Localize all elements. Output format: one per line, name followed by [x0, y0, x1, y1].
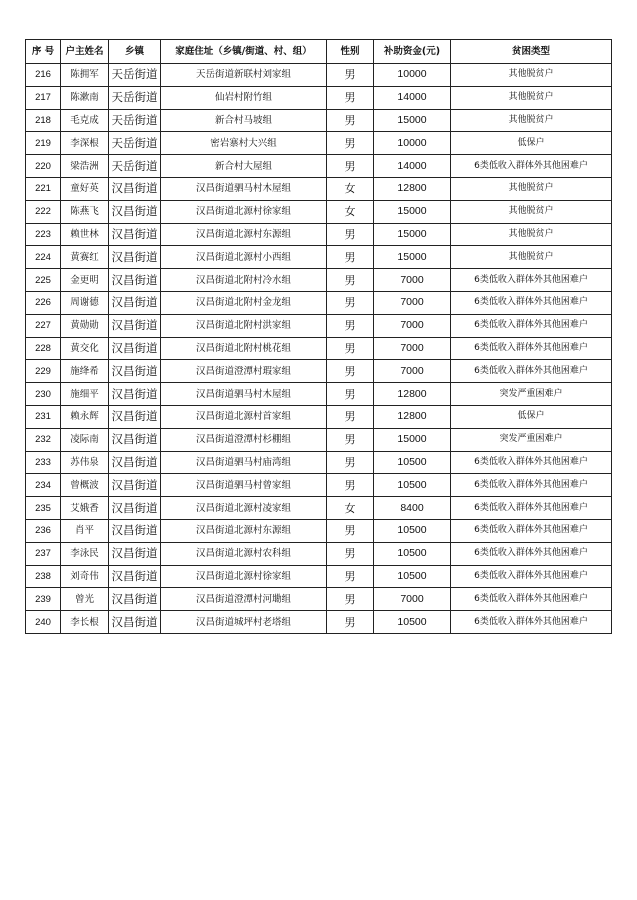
cell-town: 汉昌街道	[109, 588, 161, 611]
cell-subsidy-amount: 14000	[374, 86, 451, 109]
cell-poverty-type: 其他脱贫户	[451, 177, 612, 200]
cell-seq: 219	[26, 132, 61, 155]
header-gender: 性别	[327, 40, 374, 64]
cell-poverty-type: 6类低收入群体外其他困难户	[451, 269, 612, 292]
cell-address: 汉昌街道北源村徐家组	[161, 200, 327, 223]
cell-town: 天岳街道	[109, 155, 161, 178]
cell-subsidy-amount: 7000	[374, 360, 451, 383]
cell-householder-name: 李泳民	[61, 542, 109, 565]
cell-town: 汉昌街道	[109, 383, 161, 406]
table-row	[26, 314, 612, 337]
cell-gender: 男	[327, 588, 374, 611]
table-row	[26, 155, 612, 178]
cell-subsidy-amount: 15000	[374, 109, 451, 132]
cell-gender: 女	[327, 497, 374, 520]
cell-poverty-type: 低保户	[451, 405, 612, 428]
cell-town: 汉昌街道	[109, 451, 161, 474]
cell-gender: 男	[327, 565, 374, 588]
cell-poverty-type: 6类低收入群体外其他困难户	[451, 474, 612, 497]
cell-householder-name: 李深根	[61, 132, 109, 155]
cell-householder-name: 凌际南	[61, 428, 109, 451]
cell-subsidy-amount: 15000	[374, 246, 451, 269]
cell-gender: 男	[327, 611, 374, 634]
cell-address: 汉昌街道北源村小西组	[161, 246, 327, 269]
cell-town: 天岳街道	[109, 64, 161, 87]
cell-householder-name: 周谢德	[61, 291, 109, 314]
cell-householder-name: 刘奇伟	[61, 565, 109, 588]
cell-seq: 239	[26, 588, 61, 611]
cell-address: 仙岩村附竹组	[161, 86, 327, 109]
cell-gender: 男	[327, 405, 374, 428]
cell-town: 汉昌街道	[109, 428, 161, 451]
cell-address: 天岳街道新联村刘家组	[161, 64, 327, 87]
cell-householder-name: 黄赛红	[61, 246, 109, 269]
cell-subsidy-amount: 15000	[374, 200, 451, 223]
table-row	[26, 291, 612, 314]
cell-subsidy-amount: 7000	[374, 337, 451, 360]
cell-poverty-type: 6类低收入群体外其他困难户	[451, 497, 612, 520]
cell-gender: 男	[327, 132, 374, 155]
cell-householder-name: 陈漱南	[61, 86, 109, 109]
cell-gender: 男	[327, 223, 374, 246]
cell-seq: 226	[26, 291, 61, 314]
cell-address: 汉昌街道北附村冷水组	[161, 269, 327, 292]
cell-seq: 240	[26, 611, 61, 634]
cell-subsidy-amount: 7000	[374, 269, 451, 292]
table-row	[26, 497, 612, 520]
cell-address: 汉昌街道北源村东源组	[161, 223, 327, 246]
table-row	[26, 474, 612, 497]
cell-poverty-type: 突发严重困难户	[451, 428, 612, 451]
cell-town: 汉昌街道	[109, 200, 161, 223]
cell-seq: 234	[26, 474, 61, 497]
cell-poverty-type: 其他脱贫户	[451, 246, 612, 269]
cell-address: 汉昌街道驷马村木屋组	[161, 177, 327, 200]
cell-poverty-type: 6类低收入群体外其他困难户	[451, 155, 612, 178]
cell-address: 汉昌街道驷马村庙湾组	[161, 451, 327, 474]
table-row	[26, 177, 612, 200]
cell-address: 新合村大屋组	[161, 155, 327, 178]
cell-address: 汉昌街道北源村首家组	[161, 405, 327, 428]
cell-seq: 236	[26, 519, 61, 542]
cell-poverty-type: 其他脱贫户	[451, 223, 612, 246]
table-row	[26, 246, 612, 269]
cell-town: 汉昌街道	[109, 474, 161, 497]
cell-seq: 224	[26, 246, 61, 269]
cell-poverty-type: 其他脱贫户	[451, 200, 612, 223]
cell-town: 汉昌街道	[109, 519, 161, 542]
cell-subsidy-amount: 14000	[374, 155, 451, 178]
cell-poverty-type: 6类低收入群体外其他困难户	[451, 565, 612, 588]
cell-householder-name: 赖世林	[61, 223, 109, 246]
cell-seq: 232	[26, 428, 61, 451]
cell-subsidy-amount: 15000	[374, 223, 451, 246]
cell-gender: 男	[327, 428, 374, 451]
table-row	[26, 109, 612, 132]
table-row	[26, 223, 612, 246]
cell-town: 汉昌街道	[109, 542, 161, 565]
cell-town: 汉昌街道	[109, 611, 161, 634]
table-row	[26, 64, 612, 87]
table-row	[26, 588, 612, 611]
cell-gender: 男	[327, 64, 374, 87]
cell-householder-name: 陈燕飞	[61, 200, 109, 223]
cell-subsidy-amount: 10500	[374, 565, 451, 588]
cell-poverty-type: 6类低收入群体外其他困难户	[451, 519, 612, 542]
cell-householder-name: 艾娥香	[61, 497, 109, 520]
table-row	[26, 132, 612, 155]
cell-seq: 222	[26, 200, 61, 223]
cell-seq: 230	[26, 383, 61, 406]
cell-subsidy-amount: 12800	[374, 405, 451, 428]
cell-seq: 235	[26, 497, 61, 520]
cell-gender: 男	[327, 542, 374, 565]
cell-subsidy-amount: 8400	[374, 497, 451, 520]
cell-town: 汉昌街道	[109, 337, 161, 360]
header-seq: 序 号	[26, 40, 61, 64]
header-subsidy-amount: 补助资金(元)	[374, 40, 451, 64]
cell-seq: 217	[26, 86, 61, 109]
table-row	[26, 337, 612, 360]
cell-town: 汉昌街道	[109, 405, 161, 428]
cell-town: 汉昌街道	[109, 291, 161, 314]
cell-poverty-type: 其他脱贫户	[451, 109, 612, 132]
cell-poverty-type: 6类低收入群体外其他困难户	[451, 337, 612, 360]
cell-gender: 男	[327, 383, 374, 406]
cell-subsidy-amount: 7000	[374, 291, 451, 314]
cell-gender: 男	[327, 451, 374, 474]
cell-address: 汉昌街道北附村洪家组	[161, 314, 327, 337]
cell-householder-name: 黄交化	[61, 337, 109, 360]
cell-town: 汉昌街道	[109, 360, 161, 383]
table-row	[26, 360, 612, 383]
cell-householder-name: 毛克成	[61, 109, 109, 132]
cell-town: 汉昌街道	[109, 269, 161, 292]
cell-poverty-type: 6类低收入群体外其他困难户	[451, 611, 612, 634]
cell-gender: 男	[327, 86, 374, 109]
cell-seq: 233	[26, 451, 61, 474]
cell-poverty-type: 6类低收入群体外其他困难户	[451, 314, 612, 337]
cell-seq: 223	[26, 223, 61, 246]
header-address: 家庭住址（乡镇/街道、村、组）	[161, 40, 327, 64]
cell-address: 汉昌街道北源村徐家组	[161, 565, 327, 588]
cell-householder-name: 施细平	[61, 383, 109, 406]
cell-town: 天岳街道	[109, 109, 161, 132]
cell-poverty-type: 突发严重困难户	[451, 383, 612, 406]
table-row	[26, 428, 612, 451]
cell-householder-name: 梁浩洲	[61, 155, 109, 178]
cell-address: 汉昌街道驷马村曾家组	[161, 474, 327, 497]
cell-householder-name: 童好英	[61, 177, 109, 200]
cell-householder-name: 曾概波	[61, 474, 109, 497]
cell-householder-name: 李长根	[61, 611, 109, 634]
cell-seq: 220	[26, 155, 61, 178]
table-row	[26, 269, 612, 292]
cell-address: 汉昌街道北源村农科组	[161, 542, 327, 565]
cell-address: 汉昌街道澄潭村河墈组	[161, 588, 327, 611]
cell-address: 汉昌街道北附村金龙组	[161, 291, 327, 314]
cell-gender: 女	[327, 177, 374, 200]
cell-address: 汉昌街道驷马村木屋组	[161, 383, 327, 406]
cell-seq: 218	[26, 109, 61, 132]
cell-poverty-type: 6类低收入群体外其他困难户	[451, 542, 612, 565]
cell-town: 天岳街道	[109, 86, 161, 109]
cell-subsidy-amount: 10500	[374, 542, 451, 565]
table-row	[26, 565, 612, 588]
table-body	[26, 64, 612, 634]
cell-town: 汉昌街道	[109, 314, 161, 337]
table-row	[26, 451, 612, 474]
cell-subsidy-amount: 10500	[374, 611, 451, 634]
cell-gender: 男	[327, 314, 374, 337]
cell-seq: 225	[26, 269, 61, 292]
cell-gender: 男	[327, 269, 374, 292]
cell-poverty-type: 6类低收入群体外其他困难户	[451, 588, 612, 611]
cell-householder-name: 施绛希	[61, 360, 109, 383]
cell-address: 密岩寨村大兴组	[161, 132, 327, 155]
cell-subsidy-amount: 12800	[374, 383, 451, 406]
cell-gender: 男	[327, 474, 374, 497]
cell-seq: 237	[26, 542, 61, 565]
cell-householder-name: 黄勋勋	[61, 314, 109, 337]
cell-seq: 216	[26, 64, 61, 87]
cell-gender: 男	[327, 246, 374, 269]
header-householder-name: 户主姓名	[61, 40, 109, 64]
cell-address: 新合村马坡组	[161, 109, 327, 132]
table-row	[26, 611, 612, 634]
cell-subsidy-amount: 15000	[374, 428, 451, 451]
cell-address: 汉昌街道北源村凌家组	[161, 497, 327, 520]
table-row	[26, 405, 612, 428]
cell-householder-name: 赖永辉	[61, 405, 109, 428]
table-row	[26, 86, 612, 109]
cell-poverty-type: 6类低收入群体外其他困难户	[451, 291, 612, 314]
subsidy-table-sheet	[25, 39, 611, 634]
cell-seq: 238	[26, 565, 61, 588]
cell-gender: 男	[327, 291, 374, 314]
cell-householder-name: 金更明	[61, 269, 109, 292]
cell-poverty-type: 6类低收入群体外其他困难户	[451, 451, 612, 474]
cell-gender: 男	[327, 109, 374, 132]
cell-seq: 228	[26, 337, 61, 360]
header-town: 乡镇	[109, 40, 161, 64]
cell-address: 汉昌街道北源村东源组	[161, 519, 327, 542]
subsidy-table	[25, 39, 612, 634]
cell-poverty-type: 其他脱贫户	[451, 64, 612, 87]
cell-subsidy-amount: 7000	[374, 588, 451, 611]
cell-seq: 229	[26, 360, 61, 383]
cell-seq: 231	[26, 405, 61, 428]
table-header-row	[26, 40, 612, 64]
cell-address: 汉昌街道澄潭村杉棚组	[161, 428, 327, 451]
cell-address: 汉昌街道澄潭村瑕家组	[161, 360, 327, 383]
cell-poverty-type: 6类低收入群体外其他困难户	[451, 360, 612, 383]
cell-poverty-type: 低保户	[451, 132, 612, 155]
cell-householder-name: 苏伟泉	[61, 451, 109, 474]
cell-town: 汉昌街道	[109, 177, 161, 200]
cell-town: 汉昌街道	[109, 565, 161, 588]
cell-gender: 男	[327, 519, 374, 542]
cell-subsidy-amount: 10000	[374, 132, 451, 155]
cell-subsidy-amount: 10500	[374, 474, 451, 497]
cell-address: 汉昌街道北附村桃花组	[161, 337, 327, 360]
cell-householder-name: 肖平	[61, 519, 109, 542]
cell-gender: 男	[327, 337, 374, 360]
table-row	[26, 519, 612, 542]
cell-gender: 女	[327, 200, 374, 223]
table-row	[26, 383, 612, 406]
cell-town: 天岳街道	[109, 132, 161, 155]
cell-gender: 男	[327, 360, 374, 383]
cell-householder-name: 陈拥军	[61, 64, 109, 87]
cell-householder-name: 曾光	[61, 588, 109, 611]
cell-subsidy-amount: 12800	[374, 177, 451, 200]
cell-town: 汉昌街道	[109, 246, 161, 269]
header-poverty-type: 贫困类型	[451, 40, 612, 64]
cell-address: 汉昌街道城坪村老塔组	[161, 611, 327, 634]
cell-poverty-type: 其他脱贫户	[451, 86, 612, 109]
table-row	[26, 542, 612, 565]
cell-subsidy-amount: 10500	[374, 519, 451, 542]
cell-subsidy-amount: 7000	[374, 314, 451, 337]
cell-seq: 221	[26, 177, 61, 200]
cell-town: 汉昌街道	[109, 497, 161, 520]
table-row	[26, 200, 612, 223]
cell-gender: 男	[327, 155, 374, 178]
cell-seq: 227	[26, 314, 61, 337]
cell-subsidy-amount: 10000	[374, 64, 451, 87]
cell-subsidy-amount: 10500	[374, 451, 451, 474]
cell-town: 汉昌街道	[109, 223, 161, 246]
